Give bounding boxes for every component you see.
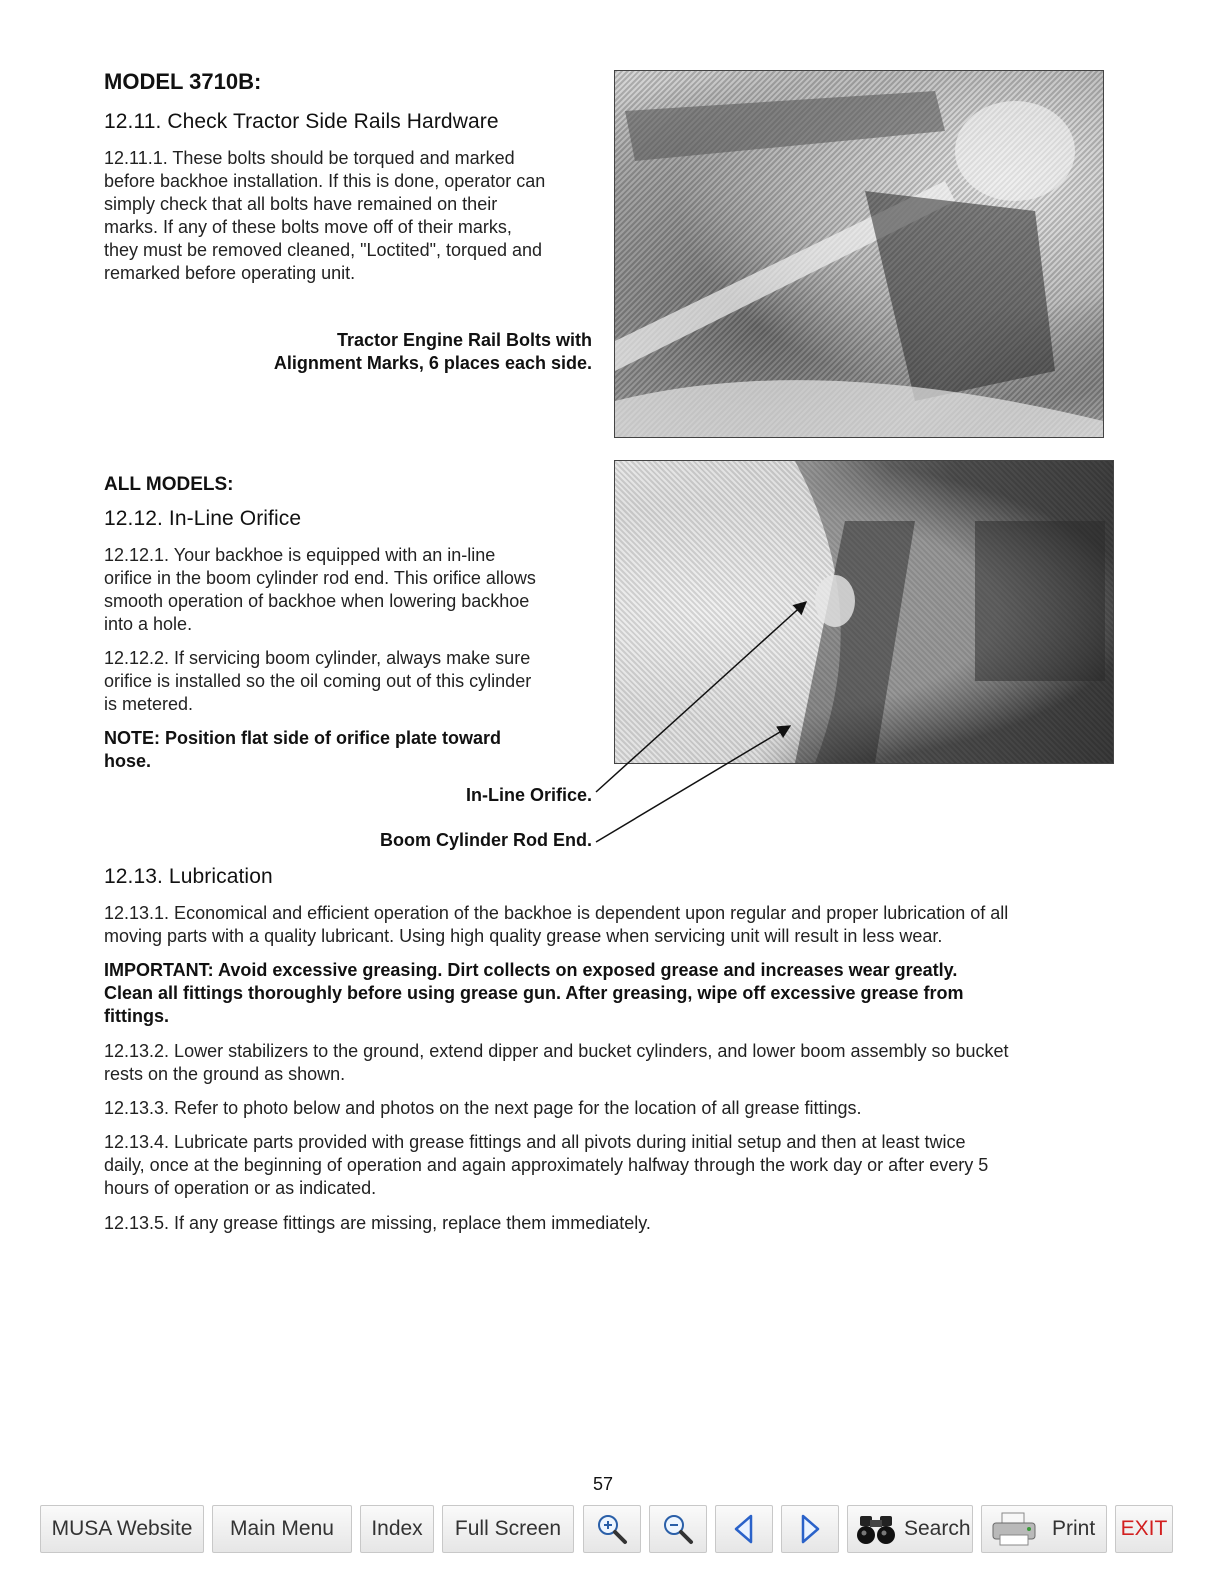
text-line: orifice in the boom cylinder rod end. This orifice allows — [104, 568, 536, 588]
section-heading-12-13: 12.13. Lubrication — [104, 865, 273, 888]
full-screen-label: Full Screen — [454, 1517, 562, 1540]
text-line: 12.13.2. Lower stabilizers to the ground, extend dipper and bucket cylinders, and lower boom assembly so bucket — [104, 1041, 1009, 1061]
index-button[interactable] — [360, 1505, 434, 1553]
text-line: 12.12.2. If servicing boom cylinder, always make sure — [104, 648, 531, 668]
text-line: 12.12.1. Your backhoe is equipped with an in-line — [104, 545, 496, 565]
text-line: 12.13.1. Economical and efficient operation of the backhoe is dependent upon regular and proper lubrication of all — [104, 903, 1009, 923]
search-label: Search — [904, 1517, 971, 1540]
text-line: marks. If any of these bolts move off of their marks, — [104, 217, 512, 237]
main-menu-button[interactable] — [212, 1505, 352, 1553]
exit-label: EXIT — [1120, 1517, 1168, 1540]
previous-page-button[interactable] — [715, 1505, 773, 1553]
text-line: before backhoe installation. If this is done, operator can — [104, 171, 546, 191]
paragraph-12-13-4 — [104, 1131, 1114, 1200]
text-line: remarked before operating unit. — [104, 263, 356, 283]
text-line: daily, once at the beginning of operation and again approximately halfway through the work day or after every 5 — [104, 1155, 989, 1175]
search-button[interactable] — [847, 1505, 973, 1553]
musa-website-button[interactable] — [40, 1505, 204, 1553]
arrow-in-line-orifice — [596, 602, 806, 792]
navigation-toolbar — [40, 1505, 1176, 1555]
text-line: orifice is installed so the oil coming out of this cylinder — [104, 671, 532, 691]
paragraph-12-13-5: 12.13.5. If any grease fittings are missing, replace them immediately. — [104, 1213, 651, 1233]
zoom-out-icon — [661, 1512, 695, 1546]
text-line: 12.13.4. Lubricate parts provided with grease fittings and all pivots during initial setup and then at least twice — [104, 1132, 966, 1152]
text-line: into a hole. — [104, 614, 193, 634]
section-heading-12-11: 12.11. Check Tractor Side Rails Hardware — [104, 110, 499, 133]
text-line: hours of operation or as indicated. — [104, 1178, 377, 1198]
caption-line: Tractor Engine Rail Bolts with — [336, 330, 592, 350]
text-line: they must be removed cleaned, "Loctited", torqued and — [104, 240, 543, 260]
printer-icon — [990, 1511, 1038, 1547]
index-label: Index — [371, 1517, 423, 1540]
previous-page-icon — [731, 1513, 757, 1545]
text-line: Clean all fittings thoroughly before using grease gun. After greasing, wipe off excessive grease from — [104, 983, 964, 1003]
page-number: 57 — [592, 1474, 614, 1494]
text-line: moving parts with a quality lubricant. Using high quality grease when servicing unit will result in less wear. — [104, 926, 943, 946]
text-line: NOTE: Position flat side of orifice plate toward — [104, 728, 502, 748]
section-heading-12-12: 12.12. In-Line Orifice — [104, 507, 302, 530]
text-line: 12.11.1. These bolts should be torqued and marked — [104, 148, 515, 168]
print-label: Print — [1052, 1517, 1096, 1540]
text-line: rests on the ground as shown. — [104, 1064, 346, 1084]
text-line: IMPORTANT: Avoid excessive greasing. Dirt collects on exposed grease and increases wear greatly. — [104, 960, 958, 980]
text-line: is metered. — [104, 694, 194, 714]
full-screen-button[interactable] — [442, 1505, 574, 1553]
model-heading: MODEL 3710B: — [104, 69, 262, 94]
zoom-in-icon — [595, 1512, 629, 1546]
text-line: hose. — [104, 751, 152, 771]
binoculars-icon — [856, 1512, 896, 1546]
musa-website-label: MUSA Website — [51, 1517, 193, 1540]
arrow-boom-cylinder-rod-end — [596, 726, 790, 842]
all-models-label: ALL MODELS: — [104, 474, 234, 495]
zoom-in-button[interactable] — [583, 1505, 641, 1553]
text-line: fittings. — [104, 1006, 169, 1026]
paragraph-12-13-2 — [104, 1040, 1114, 1086]
paragraph-12-13-1 — [104, 902, 1114, 948]
paragraph-12-13-3: 12.13.3. Refer to photo below and photos on the next page for the location of all grease fittings. — [104, 1098, 862, 1118]
print-button[interactable] — [981, 1505, 1107, 1553]
text-line: simply check that all bolts have remained on their — [104, 194, 498, 214]
caption-line: Alignment Marks, 6 places each side. — [273, 353, 592, 373]
zoom-out-button[interactable] — [649, 1505, 707, 1553]
important-greasing-note — [104, 959, 1114, 1028]
callout-in-line-orifice: In-Line Orifice. — [465, 785, 592, 805]
exit-button[interactable] — [1115, 1505, 1173, 1553]
next-page-button[interactable] — [781, 1505, 839, 1553]
callout-boom-cylinder-rod-end: Boom Cylinder Rod End. — [379, 830, 592, 850]
next-page-icon — [797, 1513, 823, 1545]
main-menu-label: Main Menu — [230, 1517, 334, 1540]
text-line: smooth operation of backhoe when lowering backhoe — [104, 591, 530, 611]
